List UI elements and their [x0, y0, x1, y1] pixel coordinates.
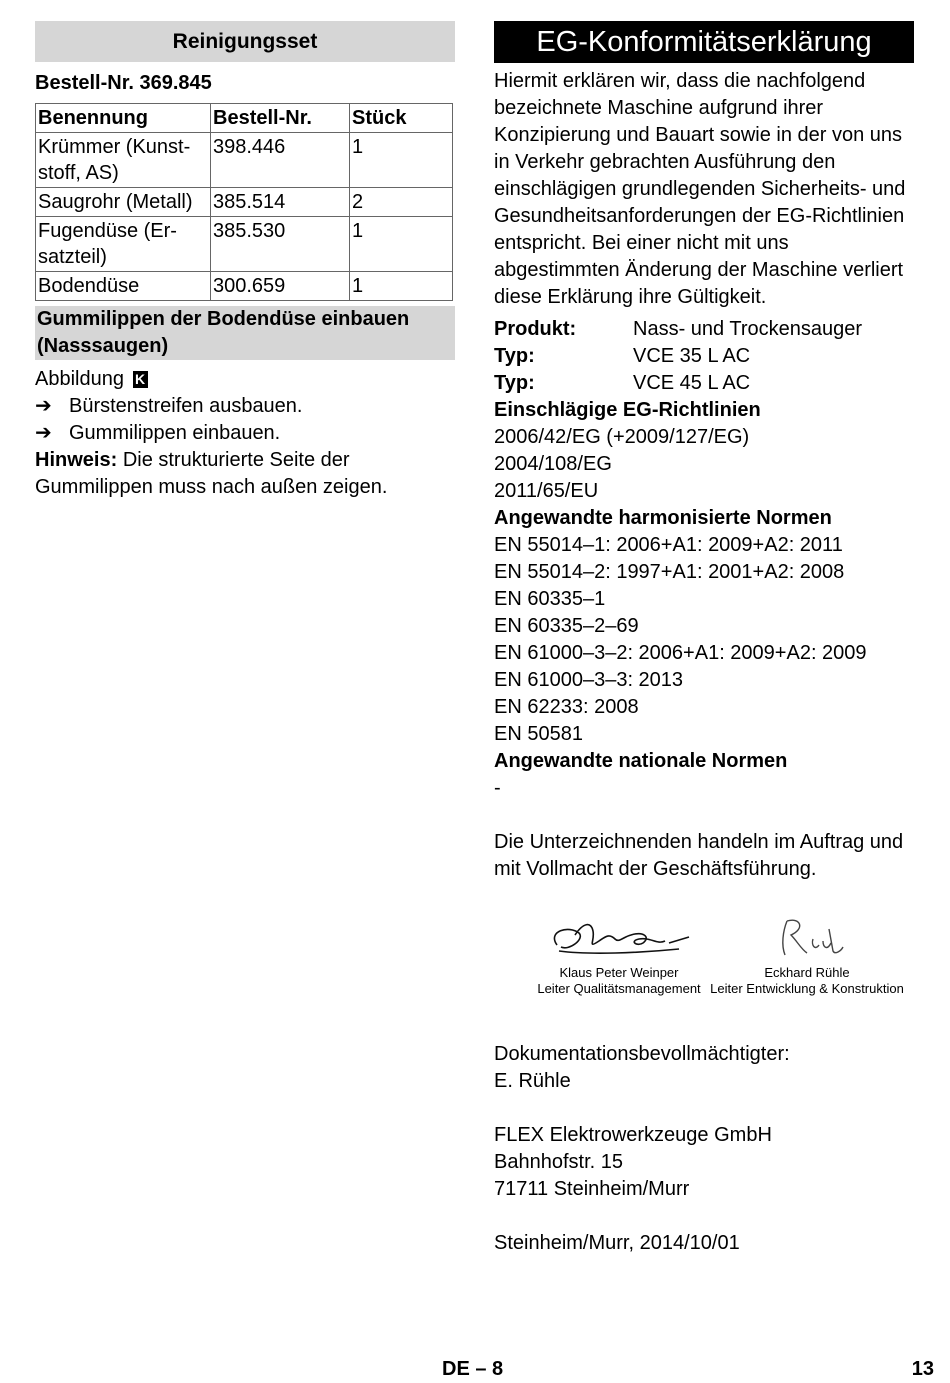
- table-row: [36, 133, 453, 188]
- signer-name: Klaus Peter Weinper: [559, 965, 679, 980]
- standard-item: EN 61000–3–3: 2013: [494, 669, 684, 691]
- type-value: VCE 35 L AC: [633, 345, 751, 367]
- rubber-lips-subheading: Gummilippen der Bodendüse einbauen (Nasssaugen): [35, 306, 455, 360]
- table-cell: Saugrohr (Metall): [36, 188, 211, 217]
- standard-item: EN 50581: [494, 723, 583, 745]
- type-row: [494, 343, 914, 370]
- right-column: [494, 21, 914, 1257]
- table-cell: Fugendüse (Er-satzteil): [36, 217, 211, 272]
- national-standards-value: -: [494, 777, 501, 799]
- figure-ref-badge: K: [133, 371, 148, 388]
- parts-table: [35, 103, 453, 301]
- product-value: Nass- und Trockensauger: [633, 318, 863, 340]
- column-header-order-no: Bestell-Nr.: [211, 104, 350, 133]
- table-cell: 1: [350, 272, 453, 301]
- standard-item: EN 55014–2: 1997+A1: 2001+A2: 2008: [494, 561, 845, 583]
- note-label: Hinweis:: [35, 449, 118, 471]
- step-item: [35, 393, 455, 420]
- company-name: FLEX Elektrowerkzeuge GmbH: [494, 1124, 772, 1146]
- signer-name: Eckhard Rühle: [764, 965, 850, 980]
- standard-item: EN 60335–2–69: [494, 615, 639, 637]
- footer-page-number: 13: [911, 1358, 934, 1380]
- table-row: [36, 272, 453, 301]
- directive-item: 2006/42/EG (+2009/127/EG): [494, 426, 750, 448]
- signature-block: [700, 911, 914, 997]
- table-cell: 2: [350, 188, 453, 217]
- standard-item: EN 61000–3–2: 2006+A1: 2009+A2: 2009: [494, 642, 867, 664]
- table-cell: 1: [350, 133, 453, 188]
- company-city: 71711 Steinheim/Murr: [494, 1178, 690, 1200]
- table-cell: 1: [350, 217, 453, 272]
- signature-block: [519, 911, 719, 997]
- place-date: Steinheim/Murr, 2014/10/01: [494, 1232, 740, 1254]
- conformity-title: EG-Konformitätserklärung: [494, 21, 914, 63]
- type-value: VCE 45 L AC: [633, 372, 751, 394]
- signer-role: Leiter Entwicklung & Konstruktion: [710, 981, 904, 996]
- table-row: [36, 217, 453, 272]
- doc-representative-label: Dokumentationsbevollmächtigter:: [494, 1043, 790, 1065]
- type-label: Typ:: [494, 372, 535, 394]
- footer-section-page: DE – 8: [442, 1358, 504, 1380]
- table-cell: Bodendüse: [36, 272, 211, 301]
- arrow-right-icon: ➔: [35, 395, 52, 417]
- harmonized-standards-title: Angewandte harmonisierte Normen: [494, 507, 832, 529]
- table-cell: Krümmer (Kunst-stoff, AS): [36, 133, 211, 188]
- type-label: Typ:: [494, 345, 535, 367]
- table-cell: 398.446: [211, 133, 350, 188]
- figure-label: Abbildung: [35, 368, 124, 390]
- column-header-quantity: Stück: [350, 104, 453, 133]
- cleaning-set-heading: Reinigungsset: [35, 21, 455, 62]
- authority-text: Die Unterzeichnenden handeln im Auftrag und mit Vollmacht der Geschäftsführung.: [494, 831, 904, 880]
- declaration-text: Hiermit erklären wir, dass die nachfolgend bezeichnete Maschine aufgrund ihrer Konzipierung und Bauart sowie in der von uns in Verkehr gebrachten Ausführung den einschlägigen grundlegenden Sicherheits- und Gesundheitsanforderungen der EG-Richtlinien entspricht. Bei einer nicht mit uns abgestimmten Änderung der Maschine verliert diese Erklärung ihre Gültigkeit.: [494, 70, 906, 308]
- step-text: Gummilippen einbauen.: [69, 422, 281, 444]
- national-standards-title: Angewandte nationale Normen: [494, 750, 788, 772]
- step-text: Bürstenstreifen ausbauen.: [69, 395, 303, 417]
- table-row: [36, 188, 453, 217]
- company-street: Bahnhofstr. 15: [494, 1151, 623, 1173]
- directives-title: Einschlägige EG-Richtlinien: [494, 399, 761, 421]
- directive-item: 2011/65/EU: [494, 480, 599, 502]
- table-header-row: [36, 104, 453, 133]
- standard-item: EN 62233: 2008: [494, 696, 639, 718]
- signature-image: [757, 911, 857, 965]
- standard-item: EN 60335–1: [494, 588, 606, 610]
- signature-image: [539, 911, 699, 965]
- order-number: Bestell-Nr. 369.845: [35, 72, 212, 94]
- note: [35, 447, 455, 501]
- column-header-name: Benennung: [36, 104, 211, 133]
- table-cell: 385.514: [211, 188, 350, 217]
- standard-item: EN 55014–1: 2006+A1: 2009+A2: 2011: [494, 534, 843, 556]
- type-row: [494, 370, 914, 397]
- signer-role: Leiter Qualitätsmanagement: [537, 981, 701, 996]
- left-column: [35, 21, 455, 501]
- product-row: [494, 316, 914, 343]
- figure-reference: [35, 366, 455, 393]
- note-text: Die strukturierte Seite der Gummilippen muss nach außen zeigen.: [35, 449, 388, 498]
- directive-item: 2004/108/EG: [494, 453, 612, 475]
- table-cell: 300.659: [211, 272, 350, 301]
- step-item: [35, 420, 455, 447]
- product-label: Produkt:: [494, 318, 577, 340]
- arrow-right-icon: ➔: [35, 422, 52, 444]
- doc-representative-name: E. Rühle: [494, 1070, 571, 1092]
- table-cell: 385.530: [211, 217, 350, 272]
- signatures: [494, 911, 914, 1011]
